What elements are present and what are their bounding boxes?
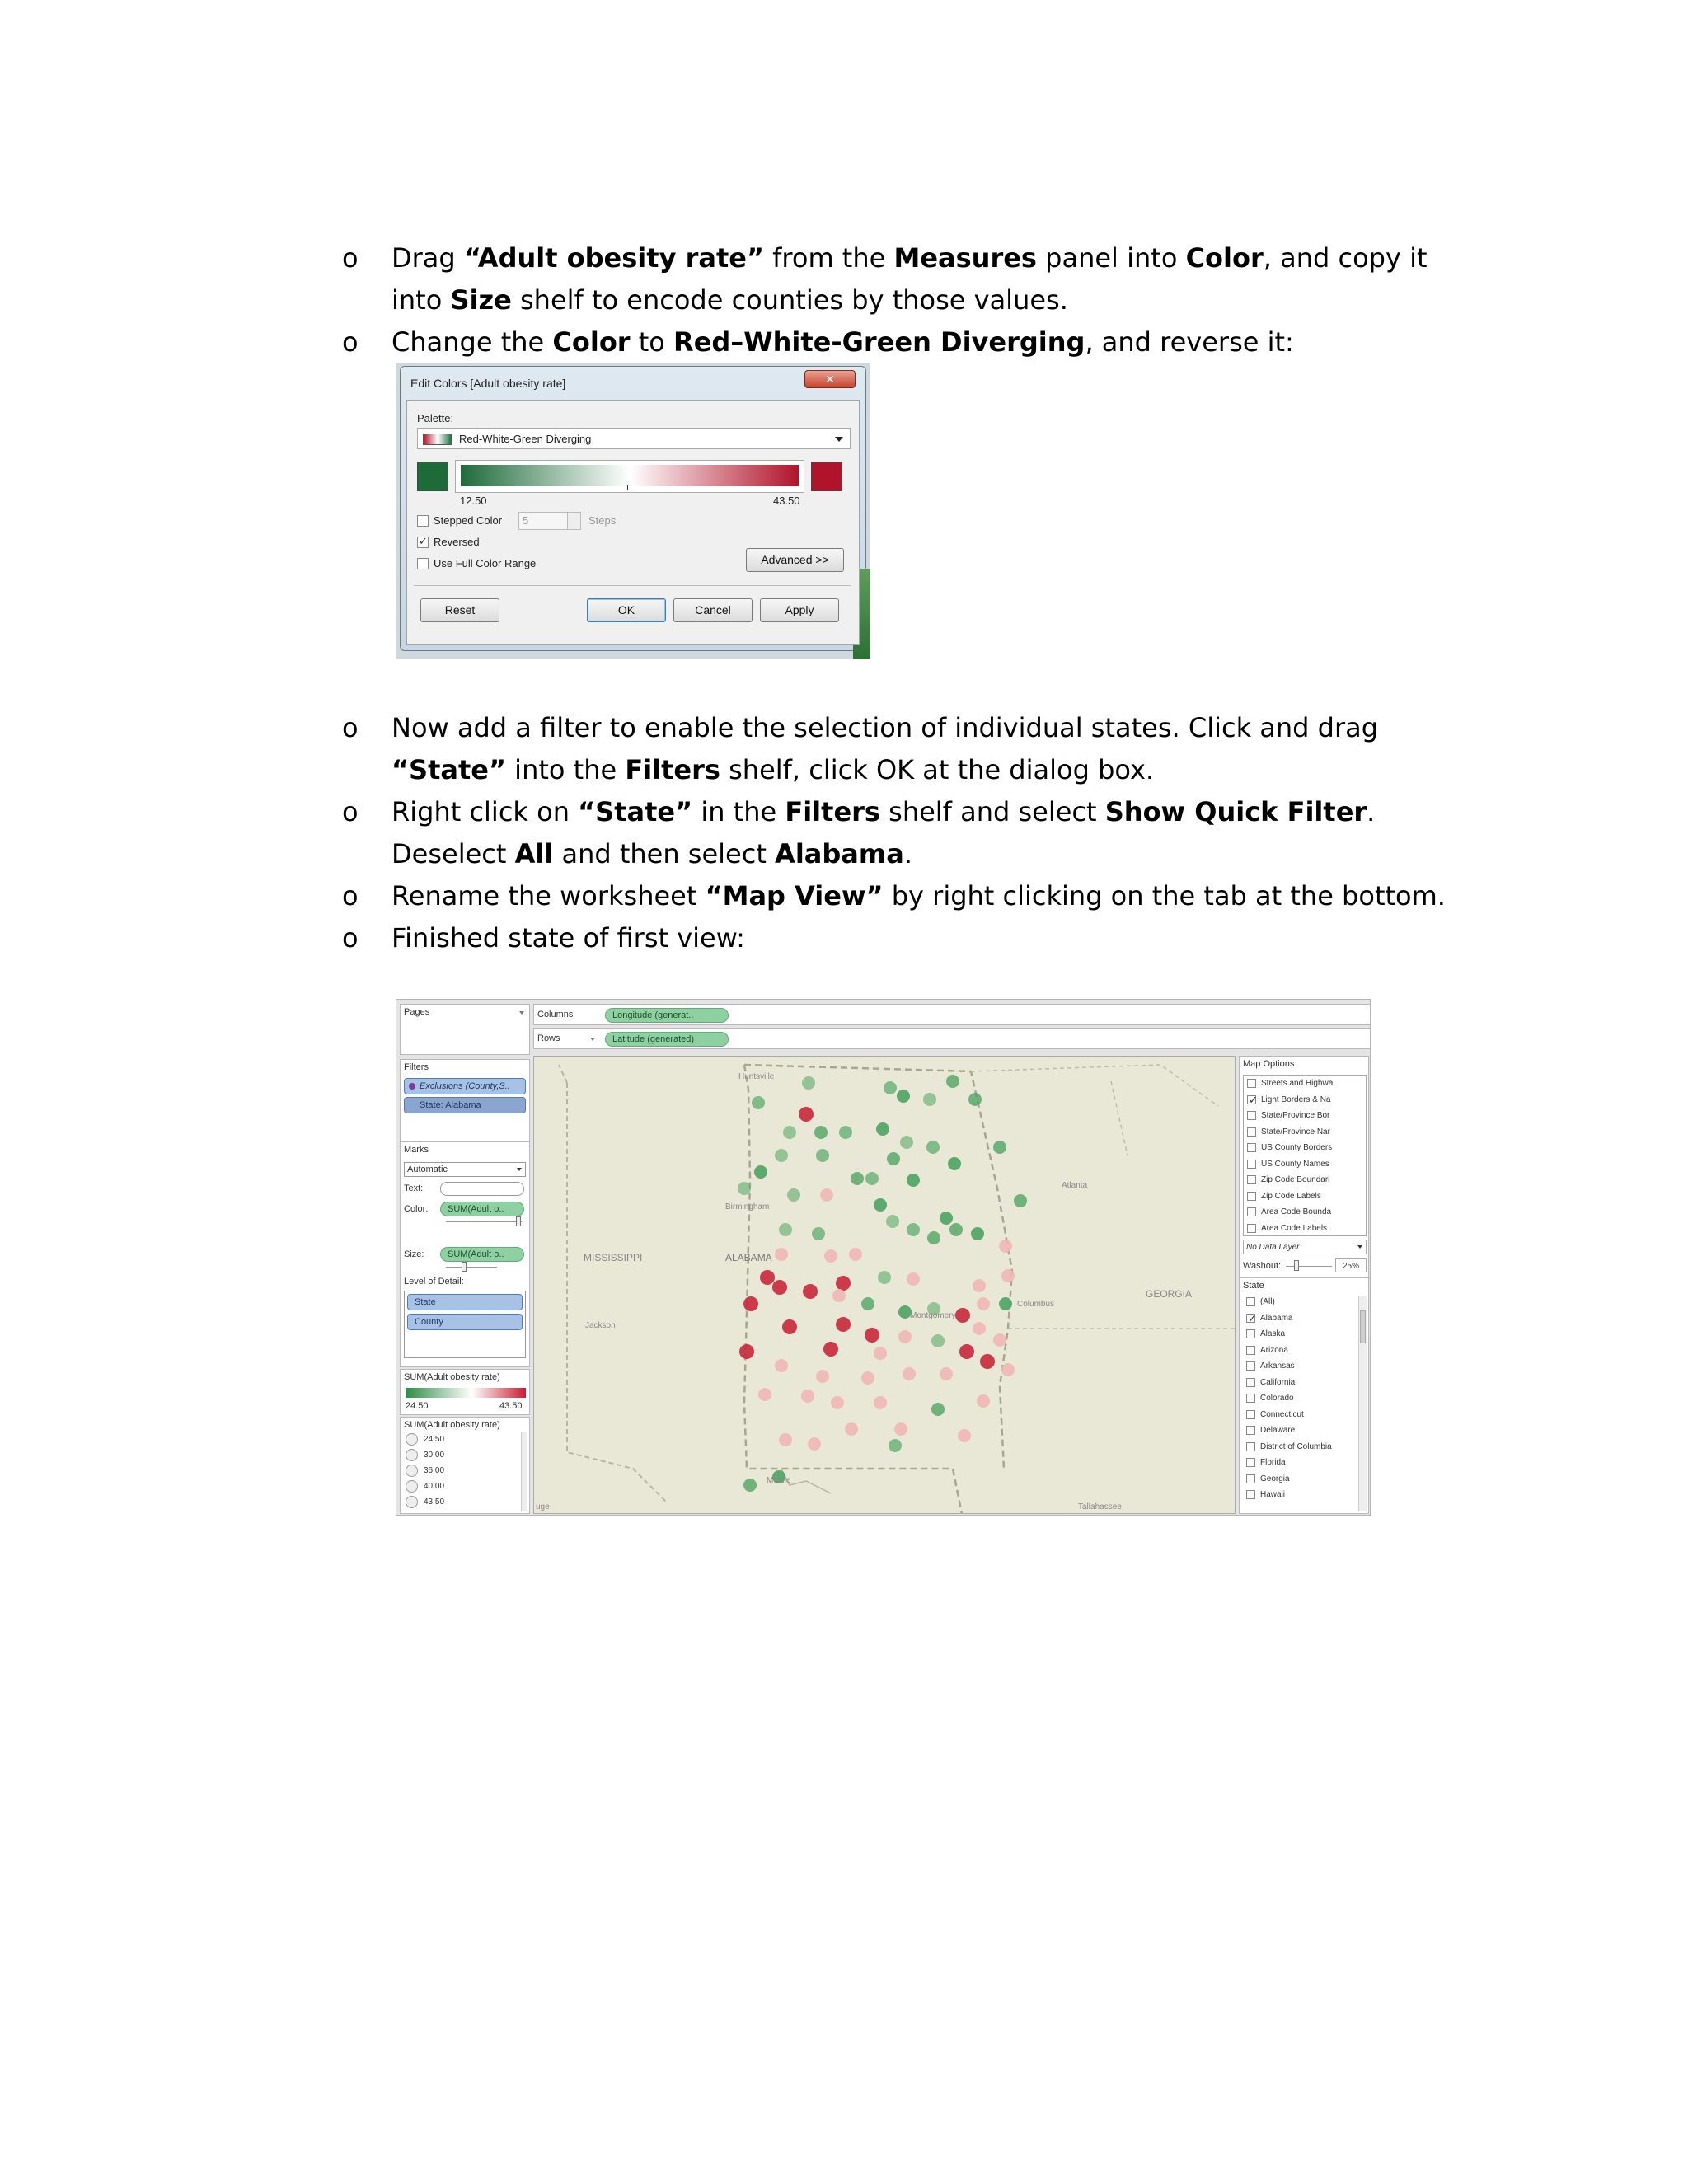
text-run: Right click on: [392, 796, 579, 827]
bold-run: “Adult obesity rate”: [463, 242, 764, 274]
checkbox[interactable]: [1247, 1160, 1256, 1169]
rows-pill[interactable]: Latitude (generated): [605, 1032, 729, 1047]
ok-button[interactable]: OK: [587, 598, 666, 622]
checkbox[interactable]: [1246, 1490, 1255, 1499]
county-mark[interactable]: [836, 1317, 851, 1332]
bullet-marker: o: [342, 796, 359, 827]
gradient-bar[interactable]: [455, 460, 804, 493]
county-mark[interactable]: [968, 1093, 982, 1106]
lod-pill-county[interactable]: County: [407, 1314, 523, 1330]
bold-run: Measures: [893, 242, 1037, 274]
checkbox[interactable]: [1247, 1224, 1256, 1233]
state-filter-list: [1243, 1294, 1367, 1513]
map-svg: [534, 1057, 1236, 1514]
county-mark[interactable]: [816, 1370, 829, 1383]
reversed-label: Reversed: [434, 536, 480, 548]
text-run: . Deselect: [392, 796, 1376, 869]
text-run: Now add a filter to enable the selection of individual states. Click and drag: [392, 712, 1379, 743]
bullet-text: [392, 875, 1479, 917]
text-run: to: [630, 326, 674, 358]
county-mark[interactable]: [950, 1223, 963, 1236]
county-mark[interactable]: [787, 1188, 800, 1202]
county-mark[interactable]: [816, 1149, 829, 1162]
mark-type-select[interactable]: [404, 1162, 526, 1177]
checkbox[interactable]: [1246, 1314, 1255, 1323]
bullet-text: [392, 237, 1479, 321]
text-run: , and reverse it:: [1085, 326, 1294, 358]
county-mark[interactable]: [738, 1182, 751, 1195]
county-mark[interactable]: [1014, 1194, 1027, 1207]
dialog-separator: [414, 585, 851, 586]
county-mark[interactable]: [808, 1437, 821, 1451]
washout-value: 25%: [1343, 1262, 1360, 1271]
county-mark[interactable]: [900, 1136, 913, 1149]
map-view[interactable]: [533, 1056, 1236, 1514]
county-mark[interactable]: [940, 1212, 953, 1225]
checkbox-label: Florida: [1260, 1458, 1286, 1467]
bold-run: Alabama: [775, 838, 904, 869]
county-mark[interactable]: [886, 1215, 899, 1228]
county-mark[interactable]: [779, 1223, 792, 1236]
text-run: Rename the worksheet: [392, 880, 706, 912]
bullet-marker: o: [342, 712, 359, 743]
map-label-columbus: Columbus: [1017, 1300, 1055, 1309]
tableau-screenshot: [396, 999, 1371, 1516]
rows-shelf[interactable]: [533, 1028, 1371, 1049]
checkbox[interactable]: [1247, 1192, 1256, 1201]
county-mark[interactable]: [832, 1289, 846, 1302]
lod-label: Level of Detail:: [404, 1277, 464, 1286]
text-run: in the: [692, 796, 785, 827]
bold-run: Filters: [785, 796, 880, 827]
text-run: Change the: [392, 326, 553, 358]
county-mark[interactable]: [958, 1429, 971, 1442]
county-mark[interactable]: [823, 1342, 838, 1357]
washout-slider[interactable]: [1286, 1266, 1332, 1267]
stepped-color-checkbox[interactable]: [417, 515, 429, 527]
mark-type-value: Automatic: [407, 1165, 448, 1174]
gradient-max-value: 43.50: [773, 494, 800, 507]
checkbox-label: Zip Code Labels: [1261, 1191, 1321, 1201]
stepped-color-label: Stepped Color: [434, 514, 503, 527]
checkbox-label: US County Names: [1261, 1159, 1329, 1169]
county-mark[interactable]: [1001, 1363, 1015, 1376]
full-range-label: Use Full Color Range: [434, 557, 537, 569]
checkbox[interactable]: [1247, 1095, 1256, 1104]
county-mark[interactable]: [752, 1096, 765, 1109]
size-legend-value: 43.50: [424, 1497, 445, 1507]
columns-shelf[interactable]: [533, 1004, 1371, 1025]
size-pill[interactable]: SUM(Adult o..: [440, 1247, 524, 1262]
full-range-checkbox[interactable]: [417, 558, 429, 569]
county-mark[interactable]: [814, 1126, 828, 1139]
text-run: into the: [506, 754, 626, 785]
size-legend-circle-icon: [406, 1480, 418, 1493]
color-legend-min: 24.50: [406, 1401, 429, 1411]
chevron-down-icon: [835, 437, 843, 442]
county-mark[interactable]: [894, 1422, 907, 1436]
county-mark[interactable]: [865, 1328, 879, 1343]
bullet-text: [392, 321, 1479, 363]
advanced-button[interactable]: Advanced >>: [746, 548, 844, 572]
county-mark[interactable]: [775, 1149, 788, 1162]
color-slider[interactable]: [446, 1221, 522, 1222]
filter-pill-state[interactable]: State: Alabama: [404, 1097, 526, 1113]
county-mark[interactable]: [836, 1276, 851, 1291]
color-legend-title: SUM(Adult obesity rate): [404, 1372, 500, 1382]
checkbox-label: US County Borders: [1261, 1143, 1333, 1152]
county-mark[interactable]: [760, 1270, 775, 1285]
bold-run: Color: [1185, 242, 1264, 274]
steps-value: 5: [523, 514, 529, 527]
bullet-text: [392, 707, 1479, 791]
county-mark[interactable]: [940, 1367, 953, 1380]
county-mark[interactable]: [948, 1157, 961, 1170]
checkbox[interactable]: [1247, 1207, 1256, 1216]
county-mark[interactable]: [931, 1334, 945, 1347]
start-color-swatch[interactable]: [417, 462, 448, 491]
dialog-title: Edit Colors [Adult obesity rate]: [410, 377, 566, 390]
color-legend: [400, 1369, 530, 1415]
county-mark[interactable]: [874, 1198, 887, 1212]
chevron-down-icon: [517, 1168, 522, 1171]
checkbox-label: (All): [1260, 1297, 1275, 1306]
checkbox-label: Colorado: [1260, 1394, 1294, 1403]
checkbox-label: Alabama: [1260, 1313, 1293, 1323]
county-mark[interactable]: [959, 1344, 974, 1359]
bullet-marker: o: [342, 326, 359, 358]
checkbox-label: Alaska: [1260, 1329, 1286, 1338]
text-shelf[interactable]: [440, 1182, 524, 1196]
county-mark[interactable]: [845, 1422, 858, 1436]
chevron-down-icon: [519, 1011, 524, 1015]
size-legend-title: SUM(Adult obesity rate): [404, 1420, 500, 1430]
checkbox[interactable]: [1246, 1329, 1255, 1338]
county-mark[interactable]: [743, 1479, 757, 1492]
county-mark[interactable]: [739, 1344, 754, 1359]
checkbox-label: Area Code Bounda: [1261, 1207, 1332, 1216]
filters-shelf[interactable]: [400, 1059, 530, 1150]
bullet-text: [392, 917, 1479, 959]
checkbox[interactable]: [1246, 1361, 1255, 1371]
map-label-montgomery: Montgomery: [910, 1311, 956, 1320]
cancel-button[interactable]: Cancel: [673, 598, 753, 622]
map-label-jackson: Jackson: [585, 1321, 616, 1330]
county-mark[interactable]: [876, 1122, 889, 1136]
county-mark[interactable]: [779, 1433, 792, 1446]
steps-input[interactable]: [518, 512, 581, 530]
county-mark[interactable]: [754, 1165, 767, 1179]
county-mark[interactable]: [775, 1248, 788, 1261]
bullet-marker: o: [342, 880, 359, 912]
filters-label: Filters: [404, 1062, 429, 1072]
text-run: and then select: [553, 838, 776, 869]
county-mark[interactable]: [973, 1322, 986, 1335]
checkbox[interactable]: [1247, 1127, 1256, 1137]
checkbox-label: Georgia: [1260, 1474, 1290, 1483]
checkbox-label: Streets and Highwa: [1261, 1079, 1334, 1088]
map-label-georgia: GEORGIA: [1146, 1288, 1193, 1300]
county-mark[interactable]: [973, 1279, 986, 1292]
gradient-center-tick: [627, 485, 628, 490]
state-filter-label: State: [1243, 1281, 1264, 1291]
county-mark[interactable]: [993, 1333, 1006, 1347]
county-mark[interactable]: [839, 1126, 852, 1139]
columns-pill[interactable]: Longitude (generat..: [605, 1008, 729, 1023]
rows-label: Rows: [537, 1033, 560, 1043]
bold-run: Red–White-Green Diverging: [673, 326, 1085, 358]
map-options-list: [1243, 1075, 1367, 1236]
columns-label: Columns: [537, 1010, 574, 1019]
county-mark[interactable]: [803, 1284, 818, 1299]
map-label-huntsville: Huntsville: [738, 1072, 775, 1081]
size-slider-thumb[interactable]: [462, 1262, 467, 1272]
county-mark[interactable]: [775, 1359, 788, 1372]
county-mark[interactable]: [980, 1354, 995, 1369]
county-mark[interactable]: [927, 1231, 940, 1244]
marks-card: [400, 1141, 530, 1367]
data-layer-select[interactable]: [1243, 1240, 1367, 1254]
text-run: shelf, click OK at the dialog box.: [720, 754, 1155, 785]
bullet-marker: o: [342, 242, 359, 274]
text-run: panel into: [1036, 242, 1186, 274]
checkbox-label: Area Code Labels: [1261, 1223, 1328, 1233]
county-mark[interactable]: [907, 1223, 920, 1236]
color-legend-ramp: [406, 1388, 526, 1398]
county-mark[interactable]: [820, 1188, 833, 1202]
checkbox[interactable]: [1246, 1458, 1255, 1467]
checkbox[interactable]: [1246, 1474, 1255, 1483]
dialog-close-button[interactable]: [804, 370, 856, 388]
color-pill[interactable]: SUM(Adult o..: [440, 1202, 524, 1216]
county-mark[interactable]: [743, 1296, 758, 1311]
county-mark[interactable]: [993, 1141, 1006, 1154]
county-mark[interactable]: [849, 1248, 862, 1261]
county-mark[interactable]: [782, 1319, 797, 1334]
county-mark[interactable]: [955, 1308, 970, 1323]
palette-select[interactable]: [417, 428, 851, 449]
right-divider: [1240, 1277, 1370, 1278]
chevron-down-icon: [590, 1038, 595, 1041]
bold-run: “State”: [392, 754, 506, 785]
reversed-checkbox[interactable]: [417, 537, 429, 548]
chevron-down-icon: [1357, 1245, 1362, 1249]
county-mark[interactable]: [783, 1126, 796, 1139]
map-label-corner: uge: [536, 1502, 550, 1511]
county-mark[interactable]: [874, 1347, 887, 1360]
gradient-ramp: [461, 465, 799, 486]
text-run: Finished state of first view:: [392, 922, 745, 954]
pages-label: Pages: [404, 1007, 430, 1017]
county-mark[interactable]: [799, 1107, 814, 1122]
county-mark[interactable]: [758, 1388, 771, 1401]
checkbox-label: Light Borders & Na: [1261, 1094, 1331, 1104]
apply-button[interactable]: Apply: [760, 598, 839, 622]
checkbox[interactable]: [1246, 1442, 1255, 1451]
palette-value: Red-White-Green Diverging: [459, 433, 592, 445]
color-legend-max: 43.50: [499, 1401, 523, 1411]
map-label-mississippi: MISSISSIPPI: [584, 1252, 643, 1263]
edit-colors-dialog-screenshot: [396, 363, 870, 659]
county-mark[interactable]: [861, 1371, 874, 1385]
checkbox-label: State/Province Nar: [1261, 1127, 1330, 1137]
checkbox[interactable]: [1247, 1079, 1256, 1088]
county-mark[interactable]: [923, 1093, 936, 1106]
text-run: shelf to encode counties by those values.: [511, 284, 1068, 316]
map-options-label: Map Options: [1243, 1059, 1295, 1069]
checkbox-label: District of Columbia: [1260, 1441, 1332, 1451]
checkbox-label: Delaware: [1260, 1426, 1296, 1435]
county-mark[interactable]: [802, 1076, 815, 1090]
checkbox-label: Arkansas: [1260, 1361, 1295, 1371]
bold-run: Show Quick Filter: [1104, 796, 1367, 827]
close-icon: ✕: [825, 373, 835, 386]
checkbox[interactable]: [1246, 1426, 1255, 1435]
text-run: shelf and select: [879, 796, 1105, 827]
county-mark[interactable]: [812, 1227, 825, 1240]
text-label: Text:: [404, 1183, 424, 1193]
dialog-content: [406, 400, 860, 645]
county-mark[interactable]: [831, 1396, 844, 1409]
lod-pill-state[interactable]: State: [407, 1294, 523, 1310]
gradient-min-value: 12.50: [460, 494, 487, 507]
county-mark[interactable]: [851, 1172, 864, 1185]
county-mark[interactable]: [861, 1297, 874, 1310]
map-label-atlanta: Atlanta: [1062, 1181, 1088, 1190]
text-run: Drag: [392, 242, 464, 274]
county-mark[interactable]: [884, 1081, 897, 1094]
county-mark[interactable]: [946, 1075, 959, 1088]
county-mark[interactable]: [977, 1297, 990, 1310]
bullet-marker: o: [342, 922, 359, 954]
bold-run: Size: [450, 284, 512, 316]
size-legend-value: 40.00: [424, 1482, 445, 1491]
county-mark[interactable]: [931, 1403, 945, 1416]
text-run: .: [903, 838, 912, 869]
steps-label: Steps: [588, 514, 617, 527]
size-legend-value: 24.50: [424, 1435, 445, 1444]
size-slider[interactable]: [446, 1267, 497, 1268]
bullet-text: [392, 791, 1479, 875]
checkbox-label: California: [1260, 1377, 1296, 1387]
marks-label: Marks: [404, 1145, 429, 1155]
checkbox[interactable]: [1246, 1394, 1255, 1403]
county-mark[interactable]: [889, 1439, 902, 1452]
color-label: Color:: [404, 1204, 429, 1214]
color-slider-thumb[interactable]: [516, 1216, 521, 1226]
size-legend-circle-icon: [406, 1449, 418, 1461]
checkbox[interactable]: [1246, 1297, 1255, 1306]
size-legend-circle-icon: [406, 1433, 418, 1446]
county-mark[interactable]: [907, 1174, 920, 1187]
size-legend-value: 30.00: [424, 1451, 445, 1460]
state-list-scrollbar[interactable]: [1358, 1296, 1367, 1511]
checkbox[interactable]: [1246, 1378, 1255, 1387]
checkbox[interactable]: [1247, 1111, 1256, 1120]
checkbox[interactable]: [1246, 1346, 1255, 1355]
county-mark[interactable]: [824, 1249, 837, 1263]
county-mark[interactable]: [907, 1272, 920, 1286]
map-options-panel: [1239, 1056, 1369, 1514]
palette-label: Palette:: [417, 412, 454, 424]
checkbox[interactable]: [1247, 1175, 1256, 1184]
county-mark[interactable]: [903, 1367, 916, 1380]
size-legend-scrollbar[interactable]: [521, 1432, 528, 1511]
size-legend-value: 36.00: [424, 1466, 445, 1475]
washout-input[interactable]: [1335, 1258, 1367, 1272]
checkbox-label: Connecticut: [1260, 1409, 1304, 1419]
reset-button[interactable]: Reset: [420, 598, 499, 622]
county-mark[interactable]: [926, 1141, 940, 1154]
filter-pill-exclusions[interactable]: Exclusions (County,S..: [404, 1078, 526, 1094]
map-label-birmingham: Birmingham: [725, 1202, 770, 1212]
checkbox-label: Zip Code Boundari: [1261, 1175, 1330, 1184]
county-mark[interactable]: [878, 1271, 891, 1284]
bold-run: All: [514, 838, 554, 869]
county-mark[interactable]: [971, 1227, 984, 1240]
map-label-alabama: ALABAMA: [725, 1252, 772, 1263]
county-mark[interactable]: [772, 1280, 787, 1295]
state-list-scroll-thumb[interactable]: [1360, 1310, 1366, 1343]
county-mark[interactable]: [1001, 1269, 1015, 1282]
size-legend: [400, 1417, 530, 1514]
bold-run: “State”: [578, 796, 693, 827]
spinner-icon: [567, 513, 580, 529]
size-label: Size:: [404, 1249, 424, 1259]
checkbox-label: Arizona: [1260, 1345, 1288, 1355]
end-color-swatch[interactable]: [811, 462, 842, 491]
pages-shelf[interactable]: [400, 1004, 530, 1055]
county-mark[interactable]: [887, 1152, 900, 1165]
bold-run: “Map View”: [705, 880, 884, 912]
bold-run: Filters: [625, 754, 720, 785]
checkbox-label: State/Province Bor: [1261, 1111, 1330, 1120]
checkbox-label: Hawaii: [1260, 1490, 1286, 1499]
text-run: , and copy it into: [392, 242, 1428, 316]
data-layer-value: No Data Layer: [1246, 1243, 1300, 1252]
filter-set-icon: [409, 1083, 415, 1090]
checkbox[interactable]: [1247, 1143, 1256, 1152]
bold-run: Color: [552, 326, 631, 358]
washout-label: Washout:: [1243, 1261, 1282, 1271]
text-run: by right clicking on the tab at the bottom.: [883, 880, 1446, 912]
washout-slider-thumb[interactable]: [1294, 1260, 1299, 1271]
county-mark[interactable]: [801, 1390, 814, 1403]
county-mark[interactable]: [999, 1240, 1012, 1253]
palette-swatch-icon: [423, 434, 452, 445]
checkbox[interactable]: [1246, 1410, 1255, 1419]
county-mark[interactable]: [977, 1394, 990, 1408]
map-label-tallahassee: Tallahassee: [1078, 1502, 1122, 1511]
county-mark[interactable]: [999, 1297, 1012, 1310]
county-mark[interactable]: [865, 1172, 879, 1185]
text-run: from the: [763, 242, 894, 274]
county-mark[interactable]: [897, 1090, 910, 1103]
county-mark[interactable]: [898, 1330, 912, 1343]
size-legend-circle-icon: [406, 1465, 418, 1477]
size-legend-circle-icon: [406, 1496, 418, 1508]
county-mark[interactable]: [874, 1396, 887, 1409]
map-label-mobile: Mobile: [767, 1476, 791, 1485]
